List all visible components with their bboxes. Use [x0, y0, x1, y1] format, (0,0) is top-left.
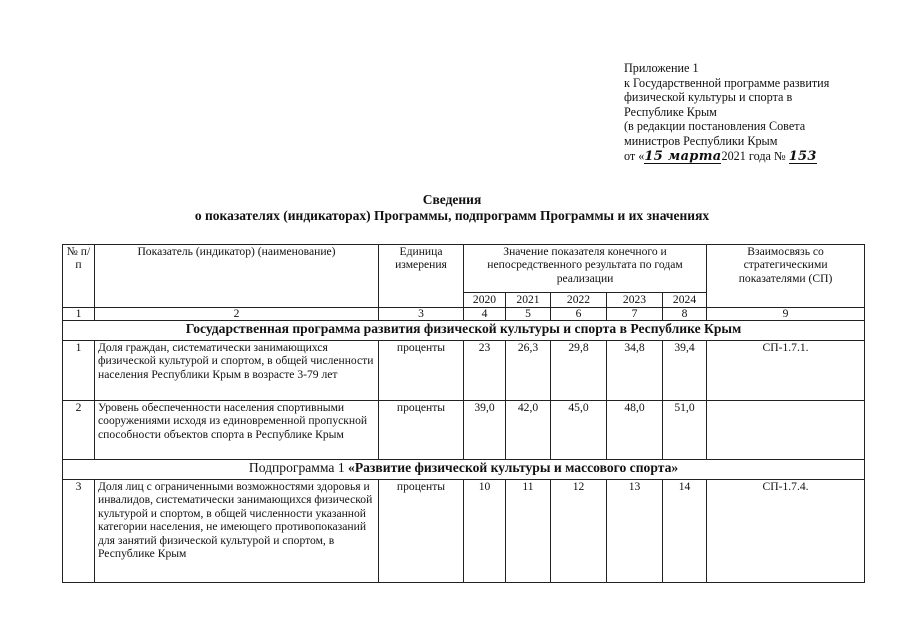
row-unit: проценты [379, 341, 464, 401]
header-num: № п/п [63, 245, 95, 308]
row-indicator: Уровень обеспеченности населения спортивными сооружениями исходя из единовременной пропускной способности объектов спорта в Республике Крым [95, 401, 379, 460]
row-num: 1 [63, 341, 95, 401]
table-row [63, 401, 865, 460]
row-value: 51,0 [663, 401, 707, 460]
date-prefix: от « [624, 148, 645, 163]
appendix-line: физической культуры и спорта в [624, 90, 793, 105]
row-link: СП-1.7.1. [707, 341, 865, 401]
appendix-line: к Государственной программе развития [624, 75, 830, 90]
row-value: 12 [551, 480, 607, 583]
column-number: 8 [663, 308, 707, 321]
header-unit: Единица измерения [379, 245, 464, 308]
column-number: 9 [707, 308, 865, 321]
header-year: 2023 [607, 293, 663, 308]
row-indicator: Доля лиц с ограниченными возможностями здоровья и инвалидов, систематически занимающихся физической культурой и спортом, в общей численности указанной категории населения, не имеющего противопоказаний для занятий физической культурой и спортом, в Республике Крым [95, 480, 379, 583]
row-link: СП-1.7.4. [707, 480, 865, 583]
header-year: 2024 [663, 293, 707, 308]
column-number: 7 [607, 308, 663, 321]
appendix-date-line [624, 149, 894, 164]
appendix-line: Республике Крым [624, 104, 717, 119]
header-indicator: Показатель (индикатор) (наименование) [95, 245, 379, 308]
row-value: 10 [464, 480, 506, 583]
table-row [63, 341, 865, 401]
header-year: 2022 [551, 293, 607, 308]
row-value: 34,8 [607, 341, 663, 401]
column-number: 1 [63, 308, 95, 321]
row-num: 2 [63, 401, 95, 460]
column-number: 2 [95, 308, 379, 321]
row-value: 29,8 [551, 341, 607, 401]
subprogram-prefix: Подпрограмма 1 [248, 460, 349, 475]
row-value: 11 [506, 480, 551, 583]
column-number: 5 [506, 308, 551, 321]
subprogram-title [63, 460, 865, 480]
row-value: 13 [607, 480, 663, 583]
appendix-block [624, 61, 894, 164]
indicators-table [62, 244, 865, 583]
row-value: 48,0 [607, 401, 663, 460]
handwritten-date: 15 марта [644, 148, 722, 164]
header-link: Взаимосвязь со стратегическими показателями (СП) [707, 245, 865, 308]
column-number: 4 [464, 308, 506, 321]
header-year: 2021 [506, 293, 551, 308]
appendix-line: (в редакции постановления Совета [624, 119, 806, 134]
heading-subtitle: о показателях (индикаторах) Программы, подпрограмм Программы и их значениях [194, 208, 710, 223]
date-year: 2021 года № [721, 148, 786, 163]
column-number: 6 [551, 308, 607, 321]
row-value: 26,3 [506, 341, 551, 401]
document-heading [0, 192, 904, 224]
program-title: Государственная программа развития физической культуры и спорта в Республике Крым [63, 321, 865, 341]
row-value: 39,0 [464, 401, 506, 460]
subprogram-name: «Развитие физической культуры и массового спорта» [348, 460, 679, 475]
heading-title: Сведения [422, 192, 482, 207]
header-year: 2020 [464, 293, 506, 308]
table-row [63, 480, 865, 583]
header-values: Значение показателя конечного и непосредственного результата по годам реализации [464, 245, 707, 293]
column-number: 3 [379, 308, 464, 321]
row-num: 3 [63, 480, 95, 583]
row-value: 39,4 [663, 341, 707, 401]
row-value: 14 [663, 480, 707, 583]
appendix-line: Приложение 1 [624, 61, 699, 75]
row-value: 23 [464, 341, 506, 401]
row-unit: проценты [379, 401, 464, 460]
row-value: 45,0 [551, 401, 607, 460]
row-link [707, 401, 865, 460]
handwritten-number: 153 [788, 148, 817, 164]
row-unit: проценты [379, 480, 464, 583]
appendix-line: министров Республики Крым [624, 133, 778, 148]
row-value: 42,0 [506, 401, 551, 460]
row-indicator: Доля граждан, систематически занимающихся физической культурой и спортом, в общей численности населения Республики Крым в возрасте 3-79 лет [95, 341, 379, 401]
